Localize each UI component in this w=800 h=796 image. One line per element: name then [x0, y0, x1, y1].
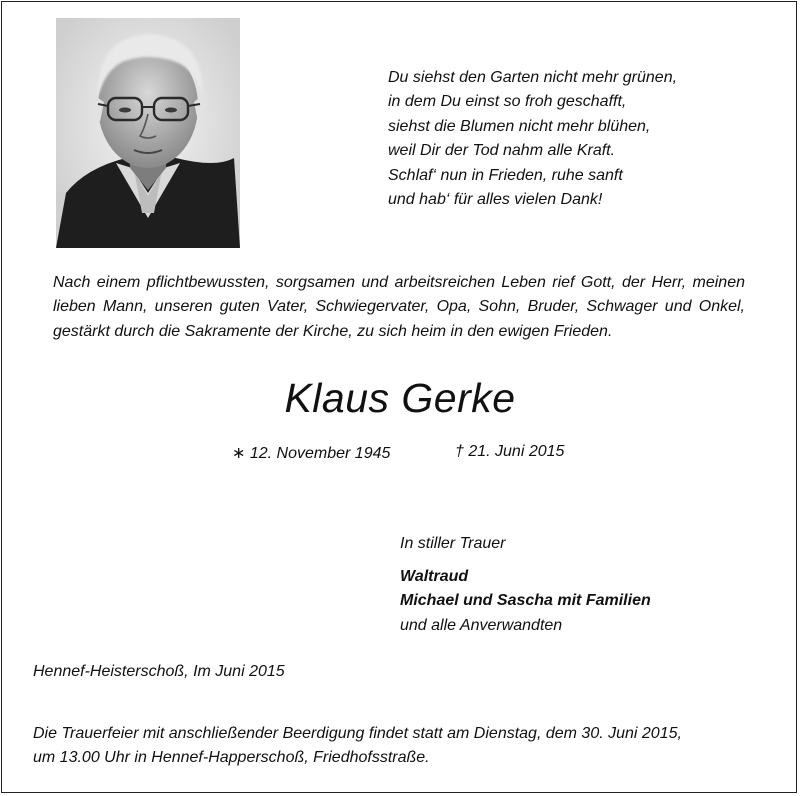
poem-line: Schlaf‘ nun in Frieden, ruhe sanft	[388, 166, 623, 184]
mourner-name: Michael und Sascha mit Familien	[400, 592, 651, 610]
poem-line: und hab‘ für alles vielen Dank!	[388, 191, 603, 209]
poem-line: in dem Du einst so froh geschafft,	[388, 93, 627, 111]
place-date: Hennef-Heisterschoß, Im Juni 2015	[33, 663, 285, 680]
funeral-line: um 13.00 Uhr in Hennef-Happerschoß, Friedhofsstraße.	[33, 749, 430, 767]
poem-line: Du siehst den Garten nicht mehr grünen,	[388, 69, 678, 86]
portrait-photo	[56, 18, 240, 248]
intro-paragraph: Nach einem pflichtbewussten, sorgsamen und arbeitsreichen Leben rief Gott, der Herr, meinen lieben Mann, unseren guten Vater, Schwiegervater, Opa, Sohn, Bruder, Schwager und Onkel, gestärkt durch die Sakramente der Kirche, zu sich heim in den ewigen Frieden.	[53, 274, 745, 340]
funeral-info	[33, 722, 773, 771]
funeral-line: Die Trauerfeier mit anschließender Beerdigung findet statt am Dienstag, dem 30. Juni 2015,	[33, 725, 682, 742]
poem	[388, 66, 677, 212]
mourners-block	[400, 532, 651, 638]
birth-date: ∗ 12. November 1945	[232, 445, 391, 462]
deceased-name: Klaus Gerke	[284, 375, 516, 421]
mourner-name: Waltraud	[400, 567, 469, 585]
mourning-heading: In stiller Trauer	[400, 535, 506, 552]
poem-line: weil Dir der Tod nahm alle Kraft.	[388, 142, 616, 160]
death-date: † 21. Juni 2015	[455, 443, 565, 460]
mourners-footer: und alle Anverwandten	[400, 616, 563, 634]
poem-line: siehst die Blumen nicht mehr blühen,	[388, 117, 651, 135]
